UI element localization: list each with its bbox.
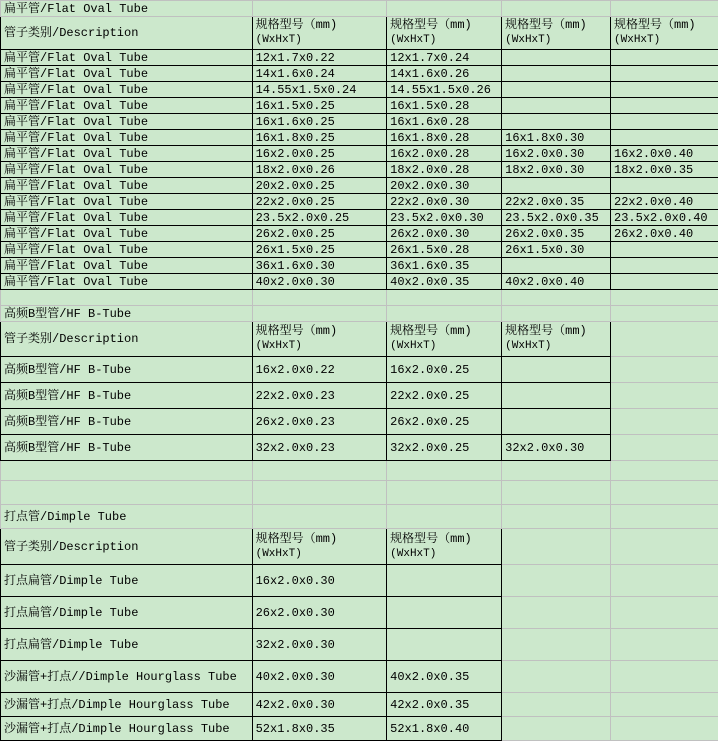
cell[interactable] [252, 481, 387, 505]
section-title-row-dimple [1, 505, 718, 529]
description-cell[interactable]: 沙漏管+打点/Dimple Hourglass Tube [1, 693, 253, 717]
section-title-row-hf-b-tube [1, 306, 718, 322]
cell[interactable] [502, 481, 611, 505]
spec-cell[interactable] [611, 82, 718, 98]
spec-cell[interactable]: 22x2.0x0.25 [387, 383, 502, 409]
spec-cell[interactable]: 26x2.0x0.23 [252, 409, 387, 435]
description-cell[interactable]: 扁平管/Flat Oval Tube [1, 242, 253, 258]
cell[interactable] [611, 1, 718, 17]
spec-cell[interactable]: 23.5x2.0x0.30 [387, 210, 502, 226]
table-row [1, 226, 718, 242]
spec-cell[interactable] [387, 597, 502, 629]
spec-cell[interactable]: 26x2.0x0.25 [252, 226, 387, 242]
cell[interactable] [611, 505, 718, 529]
spec-cell[interactable] [611, 274, 718, 290]
spec-cell[interactable]: 40x2.0x0.40 [502, 274, 611, 290]
spec-cell[interactable]: 16x1.8x0.28 [387, 130, 502, 146]
spec-cell[interactable] [611, 114, 718, 130]
cell[interactable] [611, 481, 718, 505]
cell[interactable] [611, 306, 718, 322]
spec-cell[interactable]: 32x2.0x0.30 [252, 629, 387, 661]
cell[interactable] [611, 461, 718, 481]
spec-cell[interactable]: 18x2.0x0.26 [252, 162, 387, 178]
description-cell[interactable]: 扁平管/Flat Oval Tube [1, 226, 253, 242]
spec-cell[interactable]: 16x2.0x0.22 [252, 357, 387, 383]
cell[interactable] [502, 597, 611, 629]
cell[interactable] [387, 306, 502, 322]
description-cell[interactable]: 打点扁管/Dimple Tube [1, 597, 253, 629]
spec-header[interactable]: 规格型号（mm) (WxHxT) [387, 529, 502, 565]
spec-cell[interactable] [611, 178, 718, 194]
cell[interactable] [502, 661, 611, 693]
cell[interactable] [611, 597, 718, 629]
spec-cell[interactable]: 52x1.8x0.35 [252, 717, 387, 741]
spec-cell[interactable]: 40x2.0x0.35 [387, 274, 502, 290]
table-row [1, 194, 718, 210]
spec-cell[interactable] [611, 98, 718, 114]
spec-cell[interactable]: 26x2.0x0.25 [387, 409, 502, 435]
table-row [1, 210, 718, 226]
description-cell[interactable]: 扁平管/Flat Oval Tube [1, 162, 253, 178]
description-cell[interactable]: 扁平管/Flat Oval Tube [1, 178, 253, 194]
table-row [1, 565, 718, 597]
description-cell[interactable]: 扁平管/Flat Oval Tube [1, 130, 253, 146]
spec-cell[interactable]: 20x2.0x0.25 [252, 178, 387, 194]
spec-header[interactable]: 规格型号（mm) (WxHxT) [611, 17, 718, 50]
spec-cell[interactable]: 23.5x2.0x0.40 [611, 210, 718, 226]
cell[interactable] [387, 481, 502, 505]
header-row-hf-b-tube [1, 322, 718, 357]
table-row [1, 693, 718, 717]
cell[interactable] [502, 565, 611, 597]
cell[interactable] [611, 717, 718, 741]
description-cell[interactable]: 沙漏管+打点/Dimple Hourglass Tube [1, 717, 253, 741]
empty-row [1, 290, 718, 306]
spec-cell[interactable]: 16x1.5x0.28 [387, 98, 502, 114]
spec-cell[interactable] [502, 357, 611, 383]
header-row-dimple [1, 529, 718, 565]
cell[interactable] [252, 1, 387, 17]
description-header[interactable]: 管子类别/Description [1, 322, 253, 357]
cell[interactable] [502, 717, 611, 741]
cell[interactable] [611, 529, 718, 565]
spec-cell[interactable]: 14x1.6x0.24 [252, 66, 387, 82]
spec-cell[interactable]: 36x1.6x0.35 [387, 258, 502, 274]
spec-cell[interactable]: 32x2.0x0.30 [502, 435, 611, 461]
spec-header[interactable]: 规格型号（mm) (WxHxT) [252, 529, 387, 565]
spec-cell[interactable]: 22x2.0x0.25 [252, 194, 387, 210]
spec-header[interactable]: 规格型号（mm) (WxHxT) [387, 17, 502, 50]
cell[interactable] [387, 505, 502, 529]
cell[interactable] [611, 409, 718, 435]
spec-cell[interactable]: 16x2.0x0.30 [502, 146, 611, 162]
spec-cell[interactable]: 32x2.0x0.23 [252, 435, 387, 461]
section-title-dimple[interactable]: 打点管/Dimple Tube [1, 505, 253, 529]
cell[interactable] [611, 357, 718, 383]
spec-header[interactable]: 规格型号（mm) (WxHxT) [252, 17, 387, 50]
description-cell[interactable]: 沙漏管+打点//Dimple Hourglass Tube [1, 661, 253, 693]
spec-cell[interactable]: 23.5x2.0x0.35 [502, 210, 611, 226]
spec-cell[interactable]: 26x2.0x0.40 [611, 226, 718, 242]
spec-cell[interactable]: 16x2.0x0.30 [252, 565, 387, 597]
description-cell[interactable]: 扁平管/Flat Oval Tube [1, 82, 253, 98]
spec-cell[interactable]: 16x1.6x0.28 [387, 114, 502, 130]
cell[interactable] [387, 461, 502, 481]
spec-cell[interactable]: 40x2.0x0.35 [387, 661, 502, 693]
spec-cell[interactable] [611, 130, 718, 146]
cell[interactable] [502, 290, 611, 306]
cell[interactable] [611, 565, 718, 597]
spec-cell[interactable]: 26x2.0x0.30 [252, 597, 387, 629]
description-cell[interactable]: 高频B型管/HF B-Tube [1, 435, 253, 461]
spec-cell[interactable]: 20x2.0x0.30 [387, 178, 502, 194]
description-cell[interactable]: 扁平管/Flat Oval Tube [1, 210, 253, 226]
table-row [1, 146, 718, 162]
cell[interactable] [502, 529, 611, 565]
spec-cell[interactable]: 22x2.0x0.23 [252, 383, 387, 409]
description-cell[interactable]: 高频B型管/HF B-Tube [1, 357, 253, 383]
spec-header[interactable]: 规格型号（mm) (WxHxT) [502, 322, 611, 357]
description-cell[interactable]: 扁平管/Flat Oval Tube [1, 114, 253, 130]
spec-cell[interactable]: 18x2.0x0.30 [502, 162, 611, 178]
table-row [1, 383, 718, 409]
table-row [1, 597, 718, 629]
cell[interactable] [502, 505, 611, 529]
cell[interactable] [611, 290, 718, 306]
spec-cell[interactable]: 12x1.7x0.22 [252, 50, 387, 66]
spec-cell[interactable] [611, 258, 718, 274]
description-cell[interactable]: 扁平管/Flat Oval Tube [1, 274, 253, 290]
spec-cell[interactable] [502, 114, 611, 130]
cell[interactable] [252, 461, 387, 481]
table-row [1, 409, 718, 435]
cell[interactable] [611, 661, 718, 693]
cell[interactable] [252, 306, 387, 322]
table-row [1, 242, 718, 258]
table-row [1, 717, 718, 741]
spec-cell[interactable] [611, 50, 718, 66]
description-cell[interactable]: 扁平管/Flat Oval Tube [1, 50, 253, 66]
table-row [1, 661, 718, 693]
cell[interactable] [502, 693, 611, 717]
spec-cell[interactable]: 26x2.0x0.30 [387, 226, 502, 242]
spec-cell[interactable]: 36x1.6x0.30 [252, 258, 387, 274]
spec-cell[interactable]: 16x1.5x0.25 [252, 98, 387, 114]
table-row [1, 50, 718, 66]
spec-cell[interactable]: 14x1.6x0.26 [387, 66, 502, 82]
description-cell[interactable]: 高频B型管/HF B-Tube [1, 409, 253, 435]
spec-cell[interactable]: 16x2.0x0.28 [387, 146, 502, 162]
cell[interactable] [1, 481, 253, 505]
cell[interactable] [252, 505, 387, 529]
spec-cell[interactable]: 22x2.0x0.40 [611, 194, 718, 210]
spec-cell[interactable]: 42x2.0x0.35 [387, 693, 502, 717]
description-cell[interactable]: 扁平管/Flat Oval Tube [1, 258, 253, 274]
spec-cell[interactable]: 16x1.6x0.25 [252, 114, 387, 130]
spec-cell[interactable]: 42x2.0x0.30 [252, 693, 387, 717]
cell[interactable] [502, 306, 611, 322]
cell[interactable] [252, 290, 387, 306]
spec-cell[interactable]: 40x2.0x0.30 [252, 274, 387, 290]
spec-cell[interactable] [502, 383, 611, 409]
spec-cell[interactable] [502, 82, 611, 98]
spec-cell[interactable]: 22x2.0x0.35 [502, 194, 611, 210]
spec-cell[interactable]: 40x2.0x0.30 [252, 661, 387, 693]
spec-cell[interactable]: 26x1.5x0.30 [502, 242, 611, 258]
spec-cell[interactable]: 18x2.0x0.28 [387, 162, 502, 178]
table-row [1, 258, 718, 274]
table-row [1, 66, 718, 82]
description-cell[interactable]: 扁平管/Flat Oval Tube [1, 146, 253, 162]
spec-cell[interactable]: 32x2.0x0.25 [387, 435, 502, 461]
cell[interactable] [1, 290, 253, 306]
table-row [1, 178, 718, 194]
cell[interactable] [611, 629, 718, 661]
description-cell[interactable]: 高频B型管/HF B-Tube [1, 383, 253, 409]
spec-cell[interactable] [502, 409, 611, 435]
spec-cell[interactable]: 18x2.0x0.35 [611, 162, 718, 178]
description-cell[interactable]: 扁平管/Flat Oval Tube [1, 194, 253, 210]
description-header[interactable]: 管子类别/Description [1, 529, 253, 565]
spec-cell[interactable] [502, 258, 611, 274]
empty-row [1, 481, 718, 505]
table-row [1, 357, 718, 383]
cell[interactable] [387, 1, 502, 17]
table-row [1, 274, 718, 290]
spec-cell[interactable] [502, 98, 611, 114]
spec-cell[interactable]: 12x1.7x0.24 [387, 50, 502, 66]
cell[interactable] [1, 461, 253, 481]
cell[interactable] [502, 629, 611, 661]
cell[interactable] [611, 383, 718, 409]
spec-cell[interactable]: 52x1.8x0.40 [387, 717, 502, 741]
spec-cell[interactable] [502, 50, 611, 66]
section-title-row-flat-oval [1, 1, 718, 17]
spec-cell[interactable] [387, 629, 502, 661]
spec-cell[interactable]: 16x2.0x0.40 [611, 146, 718, 162]
table-row [1, 98, 718, 114]
cell[interactable] [502, 1, 611, 17]
spec-cell[interactable] [502, 178, 611, 194]
table-row [1, 130, 718, 146]
description-header[interactable]: 管子类别/Description [1, 17, 253, 50]
spec-cell[interactable]: 23.5x2.0x0.25 [252, 210, 387, 226]
spec-cell[interactable] [611, 242, 718, 258]
spec-cell[interactable]: 22x2.0x0.30 [387, 194, 502, 210]
spec-cell[interactable] [611, 66, 718, 82]
spec-cell[interactable]: 14.55x1.5x0.24 [252, 82, 387, 98]
description-cell[interactable]: 扁平管/Flat Oval Tube [1, 98, 253, 114]
spec-cell[interactable]: 16x2.0x0.25 [387, 357, 502, 383]
cell[interactable] [387, 290, 502, 306]
spec-cell[interactable]: 26x2.0x0.35 [502, 226, 611, 242]
spec-header[interactable]: 规格型号（mm) (WxHxT) [502, 17, 611, 50]
description-cell[interactable]: 扁平管/Flat Oval Tube [1, 66, 253, 82]
spec-cell[interactable]: 16x1.8x0.25 [252, 130, 387, 146]
table-row [1, 435, 718, 461]
cell[interactable] [611, 693, 718, 717]
spec-cell[interactable]: 16x2.0x0.25 [252, 146, 387, 162]
spec-cell[interactable]: 16x1.8x0.30 [502, 130, 611, 146]
spec-cell[interactable]: 26x1.5x0.25 [252, 242, 387, 258]
table-row [1, 629, 718, 661]
description-cell[interactable]: 打点扁管/Dimple Tube [1, 565, 253, 597]
section-title-hf-b-tube[interactable]: 高频B型管/HF B-Tube [1, 306, 253, 322]
spec-cell[interactable]: 14.55x1.5x0.26 [387, 82, 502, 98]
spec-cell[interactable] [387, 565, 502, 597]
cell[interactable] [611, 435, 718, 461]
spec-cell[interactable]: 26x1.5x0.28 [387, 242, 502, 258]
table-row [1, 82, 718, 98]
table-row [1, 162, 718, 178]
section-title-flat-oval[interactable]: 扁平管/Flat Oval Tube [1, 1, 253, 17]
cell[interactable] [502, 461, 611, 481]
empty-row [1, 461, 718, 481]
spec-cell[interactable] [502, 66, 611, 82]
table-row [1, 114, 718, 130]
spec-header[interactable]: 规格型号（mm) (WxHxT) [252, 322, 387, 357]
cell[interactable] [611, 322, 718, 357]
spec-header[interactable]: 规格型号（mm) (WxHxT) [387, 322, 502, 357]
description-cell[interactable]: 打点扁管/Dimple Tube [1, 629, 253, 661]
header-row-flat-oval [1, 17, 718, 50]
